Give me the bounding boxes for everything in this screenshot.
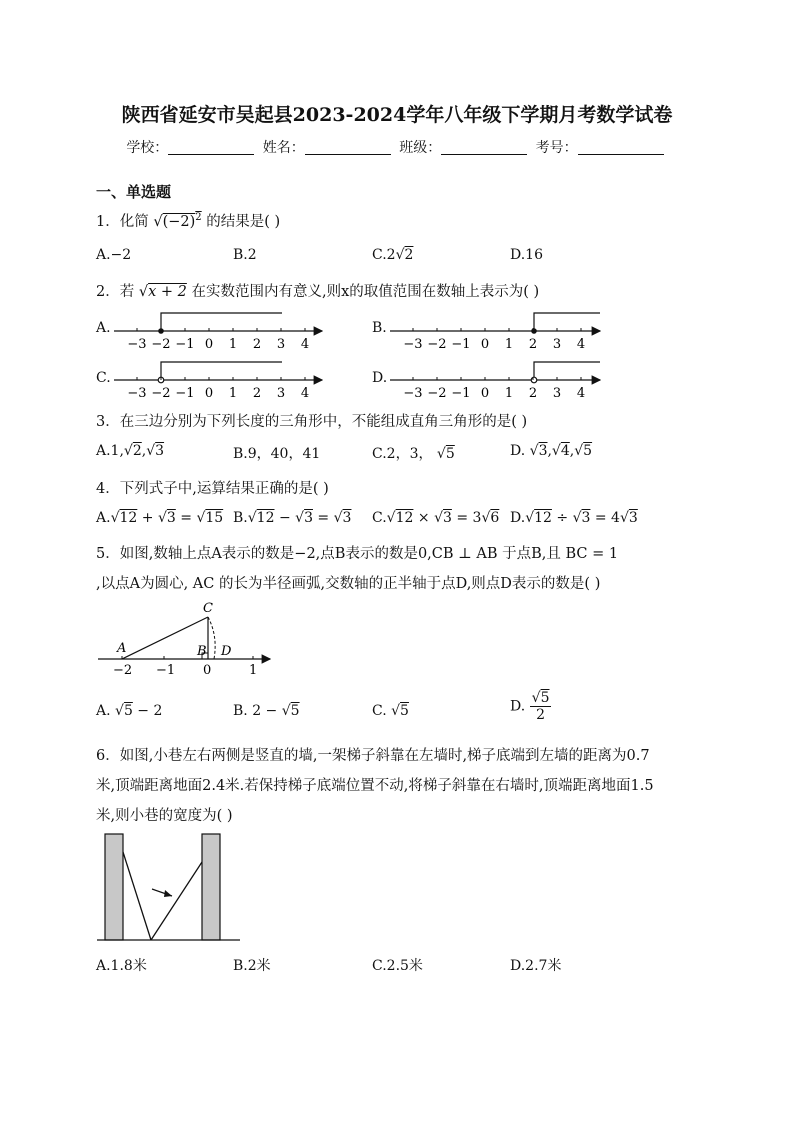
q1-option-c[interactable]: C.2√2 [372, 247, 414, 263]
tick-label: 2 [252, 386, 262, 401]
student-info-row [0, 137, 794, 157]
q6-option-c[interactable]: C.2.5米 [372, 958, 423, 974]
q5-option-d[interactable]: D. $\frac{√5}{2}$ [510, 690, 550, 723]
q5-option-c[interactable]: C. √5 [372, 703, 409, 719]
q1-radicand: $(-2)^2$ [162, 212, 202, 230]
tick-label: 1 [504, 337, 514, 352]
arc-cd [208, 617, 215, 659]
class-blank[interactable] [441, 140, 527, 155]
number-label: 考号： [535, 140, 578, 156]
q1-option-d[interactable]: D.16 [510, 247, 543, 263]
tick-label: −2 [151, 337, 171, 352]
label-a: A [117, 641, 127, 656]
tick-label: −2 [427, 386, 447, 401]
question-6-line-3: 米,则小巷的宽度为( ) [96, 808, 233, 824]
solid-dot-icon [531, 328, 537, 334]
question-1: 1．化简 $√(-2)^2$ 的结果是( ) [96, 212, 281, 230]
class-label: 班级： [399, 140, 442, 156]
number-blank[interactable] [578, 140, 664, 155]
tick-label: −1 [175, 337, 195, 352]
tick-label: 3 [276, 337, 286, 352]
tick-label: 4 [300, 386, 310, 401]
tick-label: 2 [528, 386, 538, 401]
tick-label: 4 [576, 386, 586, 401]
number-line-a [114, 313, 322, 334]
q2-option-c-label[interactable]: C. [96, 370, 111, 386]
q1-suffix: 的结果是( ) [206, 214, 281, 230]
q6-option-a[interactable]: A.1.8米 [96, 958, 147, 974]
section-heading: 一、单选题 [96, 183, 172, 201]
school-label: 学校： [126, 140, 169, 156]
number-line-c [114, 362, 322, 383]
q1-option-a[interactable]: A.−2 [96, 247, 132, 263]
tick-label: −2 [427, 337, 447, 352]
right-wall [202, 834, 220, 940]
question-5-line-2: ,以点A为圆心, AC 的长为半径画弧,交数轴的正半轴于点D,则点D表示的数是( ) [96, 576, 601, 592]
tick-label-neg2: −2 [113, 663, 133, 678]
tick-label: 3 [276, 386, 286, 401]
label-b: B [197, 644, 207, 659]
number-line-b [390, 313, 600, 334]
q2-option-d-label[interactable]: D. [372, 370, 388, 386]
tick-label: −1 [175, 386, 195, 401]
q4-option-b[interactable]: B.√12 − √3 = √3 [233, 510, 352, 526]
q4-option-d[interactable]: D.√12 ÷ √3 = 4√3 [510, 510, 638, 526]
tick-label: 1 [228, 337, 238, 352]
tick-label: 3 [552, 337, 562, 352]
q6-option-d[interactable]: D.2.7米 [510, 958, 562, 974]
question-6-line-1: 6．如图,小巷左右两侧是竖直的墙,一架梯子斜靠在左墙时,梯子底端到左墙的距离为0.7 [96, 748, 650, 764]
q5-option-b[interactable]: B. 2 − √5 [233, 703, 300, 719]
tick-label: 0 [480, 337, 490, 352]
name-label: 姓名： [262, 140, 305, 156]
tick-label: 2 [528, 337, 538, 352]
tick-label-1: 1 [249, 663, 258, 678]
question-6-line-2: 米,顶端距离地面2.4米.若保持梯子底端位置不动,将梯子斜靠在右墙时,顶端距离地面1.5 [96, 778, 654, 794]
q3-option-c[interactable]: C.2，3， √5 [372, 446, 455, 462]
ladder-left [123, 852, 151, 940]
school-blank[interactable] [168, 140, 254, 155]
tick-label: −3 [403, 337, 423, 352]
left-wall [105, 834, 123, 940]
q6-option-b[interactable]: B.2米 [233, 958, 271, 974]
question-5-line-1: 5．如图,数轴上点A表示的数是−2,点B表示的数是0,CB ⊥ AB 于点B,且 BC = 1 [96, 546, 619, 562]
tick-label: −3 [127, 386, 147, 401]
q4-option-c[interactable]: C.√12 × √3 = 3√6 [372, 510, 500, 526]
segment-ac [122, 617, 208, 659]
tick-label: −3 [127, 337, 147, 352]
tick-label: 0 [204, 386, 214, 401]
tick-label: 4 [300, 337, 310, 352]
tick-label: −1 [451, 386, 471, 401]
question-3: 3．在三边分别为下列长度的三角形中，不能组成直角三角形的是( ) [96, 414, 528, 430]
label-d: D [221, 644, 232, 659]
q6-figure [94, 832, 244, 944]
q5-option-a[interactable]: A. √5 − 2 [96, 703, 163, 719]
label-c: C [203, 601, 213, 616]
hollow-dot-icon [531, 377, 537, 383]
page-title: 陕西省延安市吴起县2023-2024学年八年级下学期月考数学试卷 [121, 104, 673, 126]
tick-label: 4 [576, 337, 586, 352]
q3-option-a[interactable]: A.1,√2,√3 [96, 443, 165, 459]
q1-prefix: 1．化简 [96, 214, 149, 230]
q1-option-b[interactable]: B.2 [233, 247, 257, 263]
name-blank[interactable] [305, 140, 391, 155]
ladder-right [151, 862, 202, 940]
tick-label: 0 [480, 386, 490, 401]
q3-option-b[interactable]: B.9，40，41 [233, 446, 321, 462]
tick-label-neg1: −1 [156, 663, 176, 678]
tick-label: 1 [228, 386, 238, 401]
tick-label: 2 [252, 337, 262, 352]
q2-option-b-label[interactable]: B. [372, 320, 387, 336]
number-line-d [390, 362, 600, 383]
q2-number-lines [0, 300, 794, 410]
question-2: 2．若 √x + 2 在实数范围内有意义,则x的取值范围在数轴上表示为( ) [96, 284, 540, 300]
tick-label-0: 0 [203, 663, 212, 678]
tick-label: 3 [552, 386, 562, 401]
tick-label: −3 [403, 386, 423, 401]
tick-label: 1 [504, 386, 514, 401]
tick-label: 0 [204, 337, 214, 352]
question-4: 4．下列式子中,运算结果正确的是( ) [96, 481, 329, 497]
q2-option-a-label[interactable]: A. [96, 320, 111, 336]
q4-option-a[interactable]: A.√12 + √3 = √15 [96, 510, 224, 526]
q3-option-d[interactable]: D. √3,√4,√5 [510, 443, 593, 459]
q5-figure [90, 598, 290, 680]
tick-label: −2 [151, 386, 171, 401]
tick-label: −1 [451, 337, 471, 352]
